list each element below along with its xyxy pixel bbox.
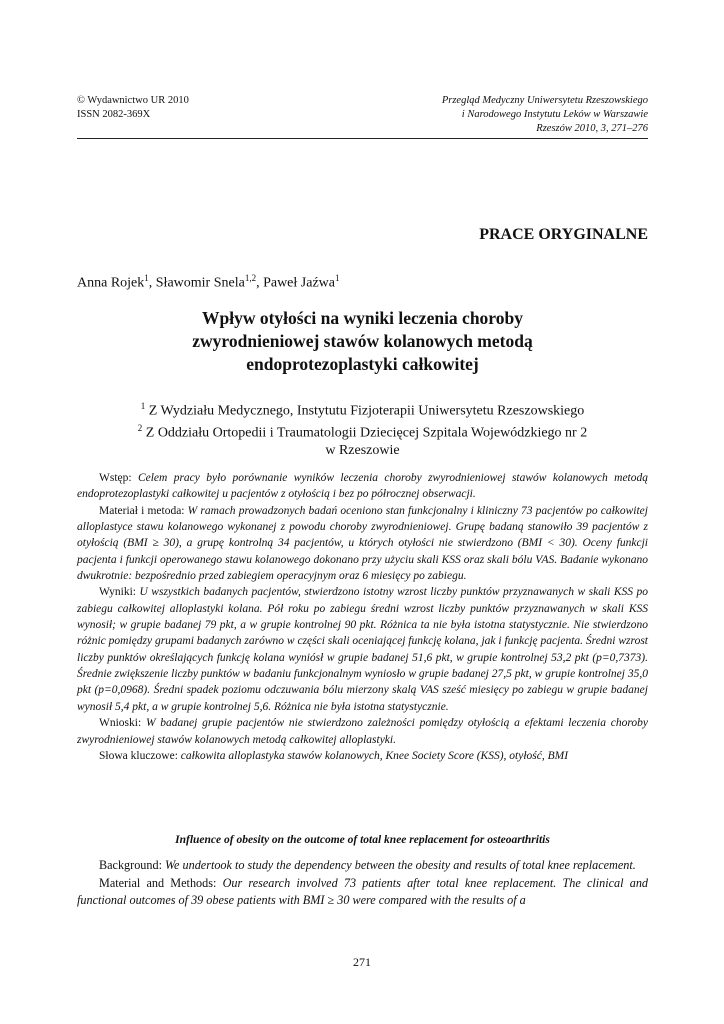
- section-heading: PRACE ORYGINALNE: [479, 226, 648, 243]
- abstract-label: Material and Methods:: [99, 875, 217, 890]
- author-name: Sławomir Snela: [155, 275, 245, 291]
- author-list: Anna Rojek$^1$, Sławomir Snela$^{1,2}$, Paweł Jaźwa$^1$: [77, 273, 340, 291]
- abstract-paragraph: [77, 470, 648, 503]
- journal-info: [442, 94, 648, 136]
- paper-title: [77, 307, 648, 376]
- abstract-paragraph: [77, 857, 648, 875]
- abstract-label: Wstęp:: [99, 472, 132, 484]
- abstract-paragraph: [77, 715, 648, 748]
- abstract-label: Wnioski:: [99, 717, 142, 730]
- affiliation-line: [77, 420, 648, 442]
- author-affiliation-marker: 1: [334, 273, 340, 283]
- publisher-line: © Wydawnictwo UR 2010: [77, 95, 189, 106]
- affiliation-line: [77, 442, 648, 460]
- journal-citation: Rzeszów 2010, 3, 271–276: [536, 123, 648, 134]
- abstract-text: We undertook to study the dependency between the obesity and results of total knee replacement.: [165, 858, 636, 872]
- abstract-text: Celem pracy było porównanie wyników leczenia choroby zwyrodnieniowej stawów kolanowych metodą endoprotezoplastyki całkowitej u pacjentów z otyłością i bez po półrocznej obserwacji.: [77, 472, 648, 501]
- title-line: Wpływ otyłości na wyniki leczenia choroby: [201, 308, 523, 328]
- abstract-paragraph: [77, 584, 648, 715]
- affiliation-marker: 1: [140, 401, 146, 411]
- abstract-text: U wszystkich badanych pacjentów, stwierdzono istotny wzrost liczby punktów przyznawanych w skali KSS po zabiegu całkowitej alloplastyki kolana. Pół roku po zabiegu średni wzrost liczby punktów przyznawanych w skali KSS wynosił; w grupie badanej 79 pkt, a w grupie kontrolnej 90 pkt. Różnica ta nie była istotna statystycznie. Nie stwierdzono różnic pomiędzy grupami badanych zarówno w części skali oceniającej funkcję kolana, jak i funkcję pacjenta. Średni wzrost liczby punktów określających funkcję kolana wyniósł w grupie badanej 51,6 pkt, w grupie kontrolnej 53,2 pkt (p=0,7373). Średnie zwiększenie liczby punktów w badaniu funkcjonalnym wyniosło w grupie badanej 27,5 pkt, w grupie kontrolnej 35,0 pkt (p=0,0968). Średni spadek poziomu odczuwania bólu mierzony skalą VAS sześć miesięcy po zabiegu w grupie badanej wynosił 5,4 pkt, a w grupie kontrolnej 5,6. Różnica nie była istotna statystycznie.: [77, 586, 649, 713]
- affiliation-text: w Rzeszowie: [325, 443, 400, 459]
- abstract-text: Our research involved 73 patients after total knee replacement. The clinical and functional outcomes of 39 obese patients with BMI ≥ 30 were compared with the results of a: [77, 875, 649, 907]
- keywords-label: Słowa kluczowe:: [99, 749, 178, 762]
- abstract-label: Materiał i metoda:: [99, 504, 185, 517]
- abstract-english: [77, 857, 648, 910]
- abstract-paragraph: [77, 503, 648, 585]
- publisher-info: [77, 94, 189, 122]
- title-line: endoprotezoplastyki całkowitej: [246, 354, 479, 374]
- abstract-text: W ramach prowadzonych badań oceniono stan funkcjonalny i kliniczny 73 pacjentów po całkowitej alloplastyce stawu kolanowego wykonanej z powodu choroby zwyrodnieniowej. Grupę badaną stanowiło 39 pacjentów z otyłością (BMI ≥ 30), a grupę kontrolną 34 pacjentów, u których otyłości nie stwierdzono (BMI < 30). Oceny funkcji pacjenta i funkcji operowanego stawu kolanowego dokonano przy użyciu skali KSS oraz skali bólu VAS. Badanie wykonano dwukrotnie: bezpośrednio przed zabiegiem operacyjnym oraz 6 miesięcy po zabiegu.: [77, 504, 648, 583]
- journal-name-line-1: Przegląd Medyczny Uniwersytetu Rzeszowskiego: [441, 95, 648, 106]
- author-affiliation-marker: 1: [144, 273, 149, 283]
- abstract-polish: [77, 470, 648, 764]
- affiliations: [77, 398, 648, 460]
- affiliation-text: Z Oddziału Ortopedii i Traumatologii Dziecięcej Szpitala Wojewódzkiego nr 2: [145, 425, 588, 441]
- author-name: Paweł Jaźwa: [263, 275, 335, 291]
- header-rule: [77, 138, 648, 139]
- abstract-label: Background:: [99, 858, 162, 872]
- abstract-paragraph: [77, 875, 648, 910]
- page-number: 271: [353, 955, 371, 969]
- abstract-label: Wyniki:: [99, 586, 136, 599]
- keywords-paragraph: [77, 748, 648, 764]
- journal-name-line-2: i Narodowego Instytutu Leków w Warszawie: [461, 109, 648, 120]
- author-name: Anna Rojek: [77, 275, 145, 291]
- english-title: Influence of obesity on the outcome of total knee replacement for osteoarthritis: [175, 834, 550, 846]
- abstract-text: W badanej grupie pacjentów nie stwierdzono zależności pomiędzy otyłością a efektami leczenia choroby zwyrodnieniowej stawów kolanowych metodą całkowitej alloplastyki.: [77, 717, 648, 746]
- affiliation-marker: 2: [137, 423, 143, 434]
- author-affiliation-marker: 1,2: [244, 273, 257, 283]
- issn-line: ISSN 2082-369X: [77, 109, 151, 120]
- keywords-text: całkowita alloplastyka stawów kolanowych, Knee Society Score (KSS), otyłość, BMI: [180, 749, 569, 762]
- title-line: zwyrodnieniowej stawów kolanowych metodą: [192, 331, 533, 351]
- affiliation-text: Z Wydziału Medycznego, Instytutu Fizjoterapii Uniwersytetu Rzeszowskiego: [148, 403, 585, 419]
- affiliation-line: [77, 398, 648, 420]
